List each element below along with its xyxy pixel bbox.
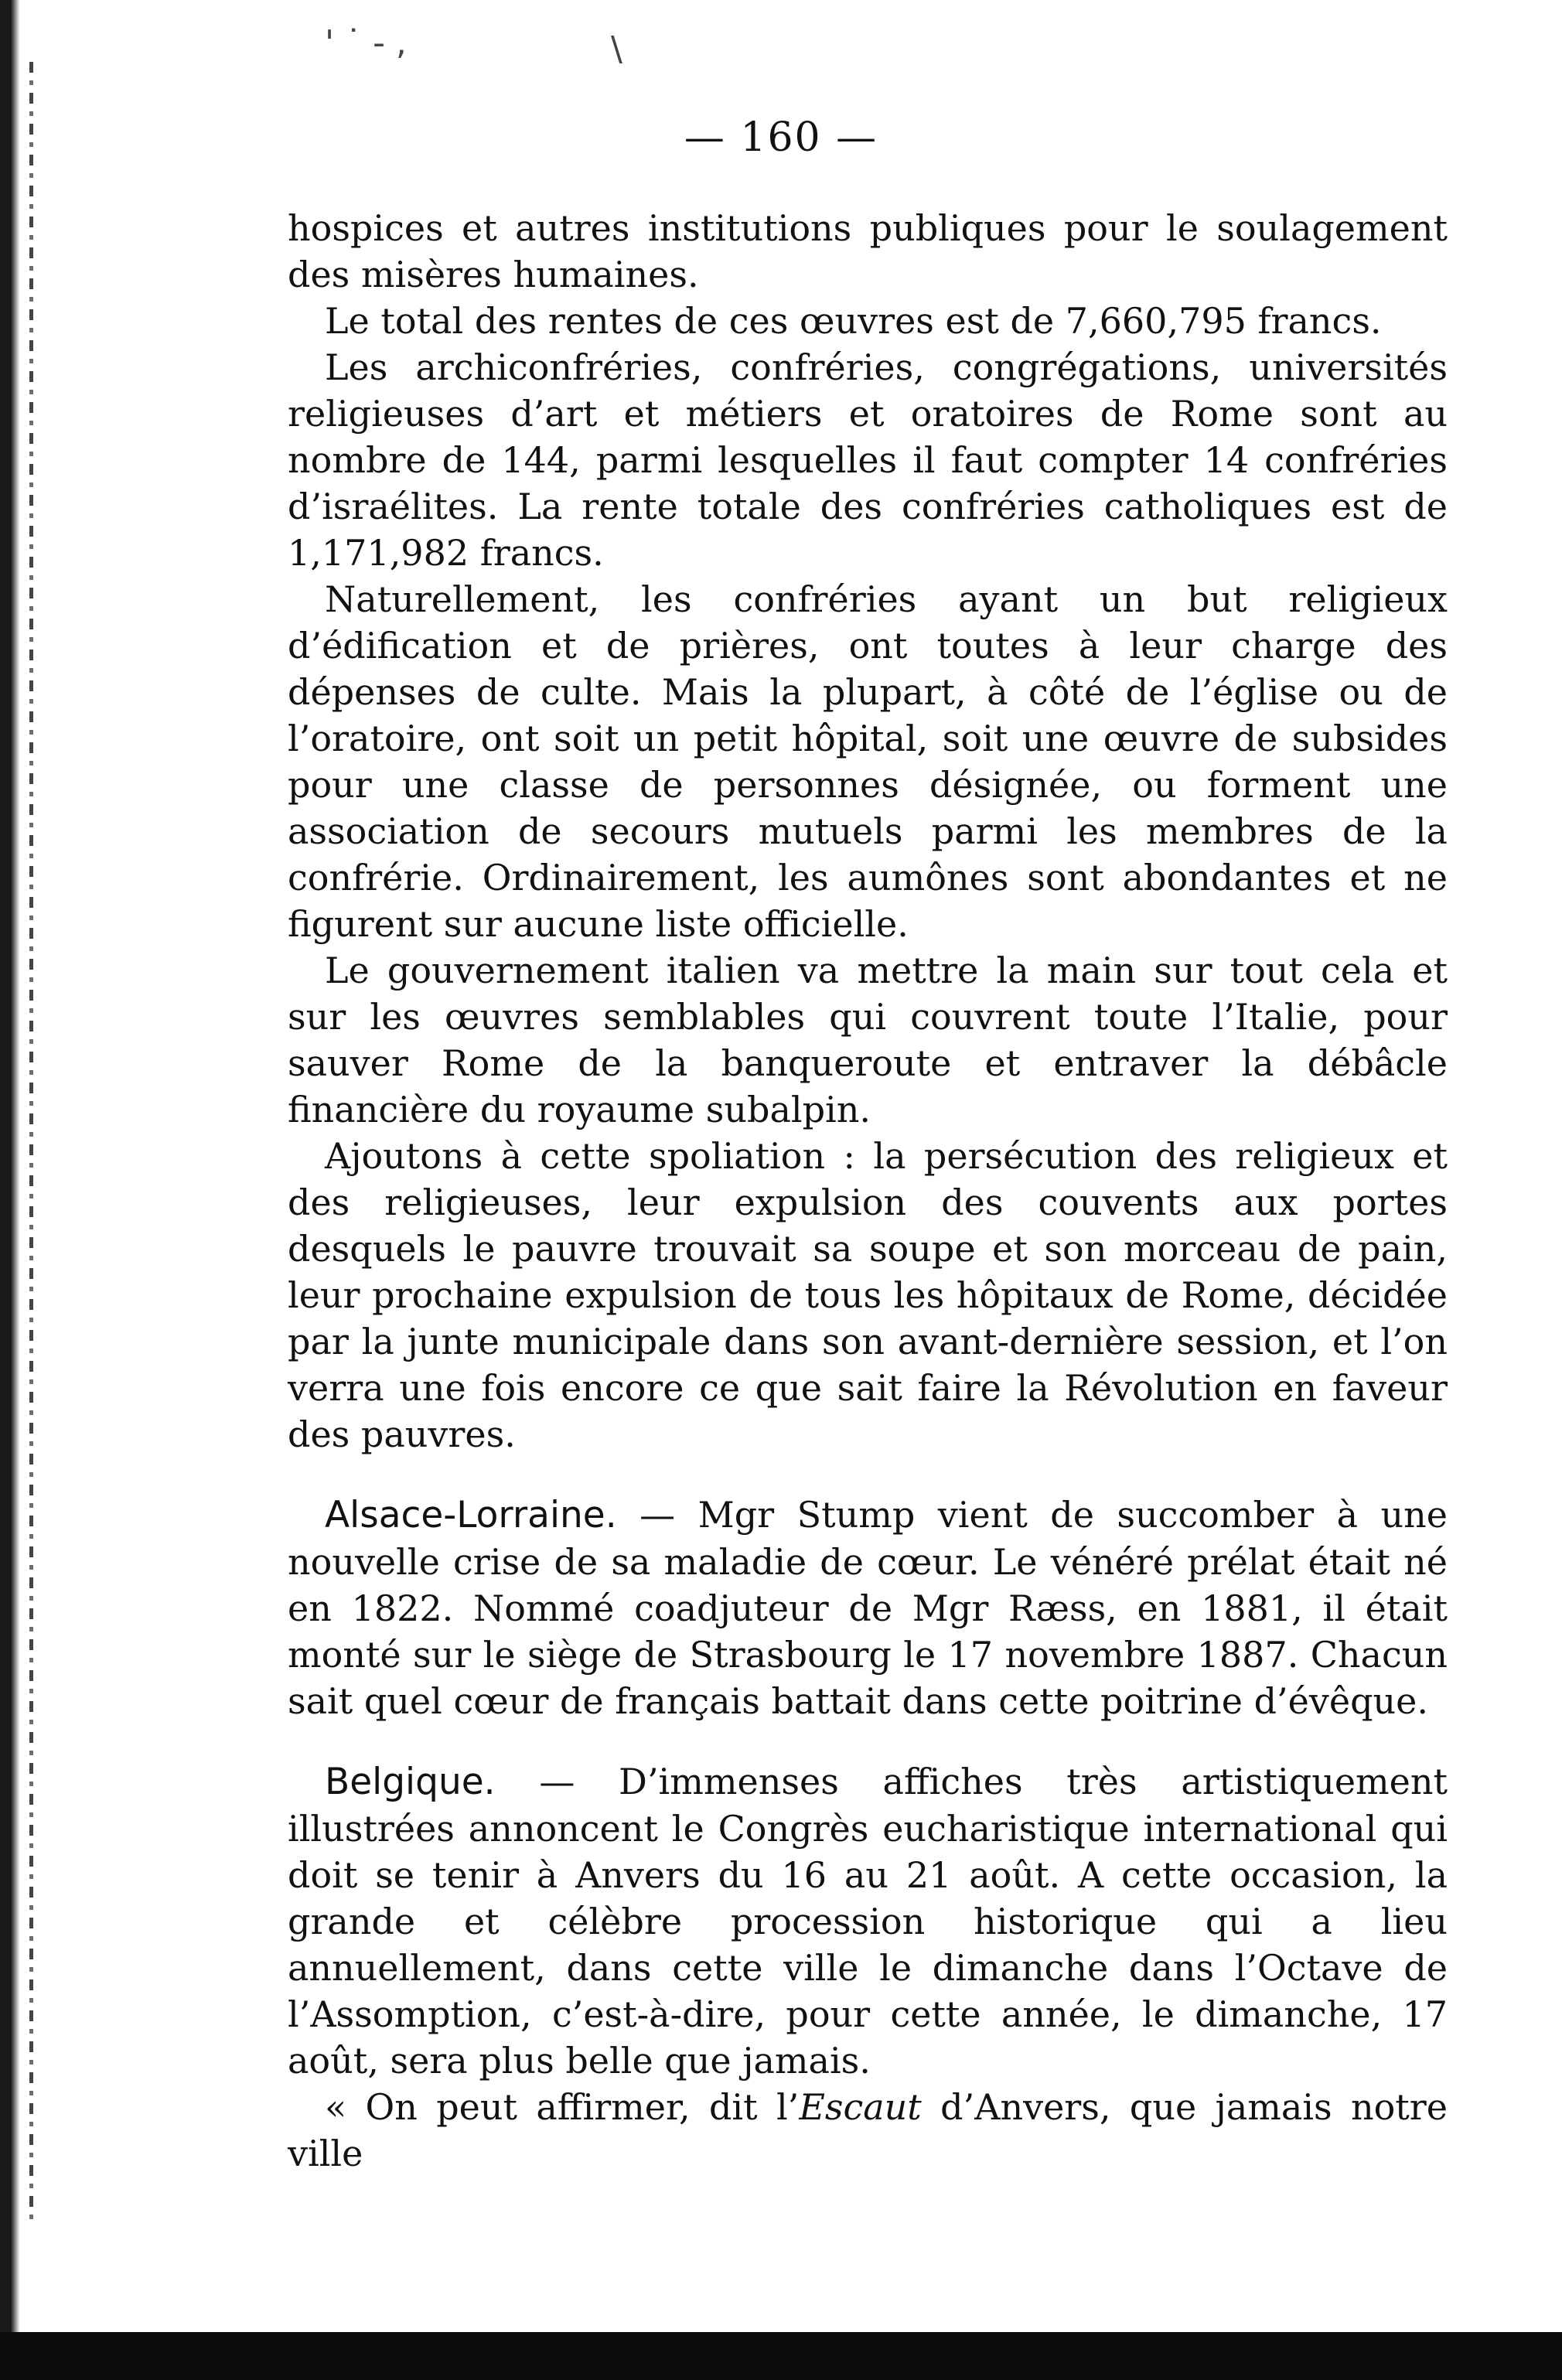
paragraph-confreries-works: Naturellement, les confréries ayant un but religieux d’édification et de prières, ont toutes à leur charge des dépenses de culte. Mais la plupart, à côté de l’église ou de l’oratoire, ont soit un petit hôpital, soit une œuvre de subsides pour une classe de personnes désignée, ou forment une association de secours mutuels parmi les membres de la confrérie. Ordinairement, les aumônes sont abondantes et ne figurent sur aucune liste officielle. [288,578,1448,945]
scan-speck-marks: ' ˙ - , [325,23,407,63]
paragraph-quote-escaut [288,2084,1448,2177]
section-text-belgique: — D’immenses affiches très artistiquement illustrées annoncent le Congrès eucharistique international qui doit se tenir à Anvers du 16 au 21 août. A cette occasion, la grande et célèbre procession historique qui a lieu annuellement, dans cette ville le dimanche dans l’Octave de l’Assomption, c’est-à-dire, pour cette année, le dimanche, 17 août, sera plus belle que jamais. [288,1761,1448,2082]
page-number: — 160 — [684,114,878,161]
paragraph-spoliation: Ajoutons à cette spoliation : la persécution des religieux et des religieuses, leur expulsion des couvents aux portes desquels le pauvre trouvait sa soupe et son morceau de pain, leur prochaine expulsion de tous les hôpitaux de Rome, décidée par la junte municipale dans son avant-dernière session, et l’on verra une fois encore ce que sait faire la Révolution en faveur des pauvres. [288,1135,1448,1455]
page-body [288,205,1448,2177]
scan-bottom-border [0,2332,1562,2380]
section-heading-alsace-lorraine: Alsace-Lorraine. [325,1494,617,1536]
section-alsace-lorraine [288,1492,1448,1724]
section-belgique [288,1758,1448,2084]
paragraph-continuation: hospices et autres institutions publiques pour le soulagement des misères humaines. [288,207,1448,295]
paragraph-government: Le gouvernement italien va mettre la main sur tout cela et sur les œuvres semblables qui couvrent toute l’Italie, pour sauver Rome de la banqueroute et entraver la débâcle financière du royaume subalpin. [288,950,1448,1130]
quote-text-after: d’Anvers, que jamais notre ville [288,2086,1448,2174]
scan-gutter-noise [29,62,33,2227]
section-heading-belgique: Belgique. [325,1761,496,1803]
quote-newspaper-title: Escaut [799,2086,922,2128]
quote-text-before: « On peut affirmer, dit l’ [325,2086,800,2128]
section-text-alsace-lorraine: — Mgr Stump vient de succomber à une nouvelle crise de sa maladie de cœur. Le vénéré prélat était né en 1822. Nommé coadjuteur de Mgr Ræss, en 1881, il était monté sur le siège de Strasbourg le 17 novembre 1887. Chacun sait quel cœur de français battait dans cette poitrine d’évêque. [288,1494,1448,1722]
scan-speck-mark: \ [611,29,622,69]
paragraph-confreries-rome: Les archiconfréries, confréries, congrégations, universités religieuses d’art et métiers et oratoires de Rome sont au nombre de 144, parmi lesquelles il faut compter 14 confréries d’israélites. La rente totale des confréries catholiques est de 1,171,982 francs. [288,346,1448,574]
paragraph-rentes-total: Le total des rentes de ces œuvres est de 7,660,795 francs. [325,300,1382,342]
scan-binding-edge [0,0,20,2380]
